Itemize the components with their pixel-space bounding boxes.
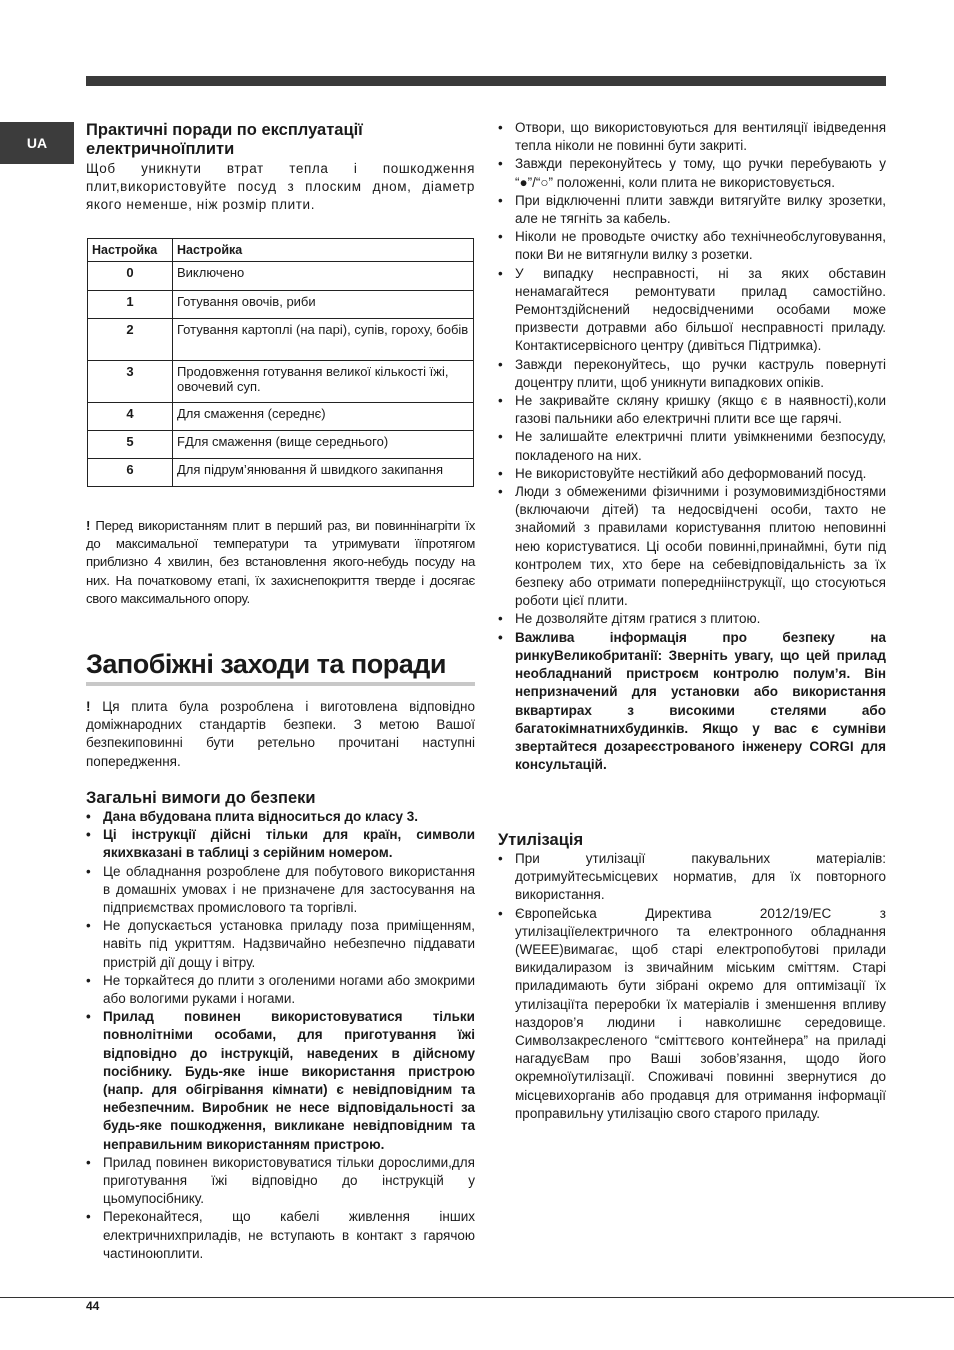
list-item: • Отвори, що використовуються для вентиляції івідведення тепла ніколи не повинні бути закриті. [498,119,886,155]
list-item: • Це обладнання розроблене для побутового використання в домашніх умовах і не призначене для застосування на підприємствах промислового та торгівлі. [86,863,475,918]
table-row [88,291,474,319]
top-rule [86,76,886,86]
setting-number: 6 [88,459,173,487]
safety-intro-text: Ця плита була розроблена і виготовлена відповідно доміжнародних стандартів безпеки. З метою Вашої безпекиповинні бути ретельно прочитані наступні попередження. [86,699,475,769]
setting-number: 1 [88,291,173,319]
safety-title: Запобіжні заходи та поради [86,648,475,686]
list-item: • При утилізації пакувальних матеріалів: дотримуйтесьмісцевих норматив, для їх повторного використання. [498,850,886,905]
table-header-cell: Настройка [88,239,173,262]
list-item: • Ці інструкції дійсні тільки для країн, символи якихвказані в таблиці з серійним номером. [86,826,475,862]
list-item: • Переконайтеся, що кабелі живлення інших електричнихприладів, не вступають в контакт з гарячою частиноюплити. [86,1208,475,1263]
setting-description: Готування овочів, риби [173,291,474,319]
list-item: • Завжди переконуйтесь, що ручки каструль повернуті доцентру плити, щоб уникнути випадкових опіків. [498,356,886,392]
setting-number: 2 [88,319,173,361]
list-item: • Не торкайтеся до плити з оголеними ногами або змокрими або вологими руками і ногами. [86,972,475,1008]
warning-icon: ! [86,518,91,533]
list-item: • Прилад повинен використовуватися тільки дорослими,для приготування їжі відповідно до інструкцій у цьомупосібнику. [86,1154,475,1209]
table-row [88,361,474,403]
table-row [88,431,474,459]
list-item: • У випадку несправності, ні за яких обставин ненамагайтеся ремонтувати прилад самостійно. Ремонтздійснений недосвідченими особами може призвести дотравми або більшої несправності приладу. Контактисервісного центру (дивіться Підтримка). [498,265,886,356]
disposal-list [498,850,886,1123]
setting-description: Продовження готування великої кількості їжі, овочевий суп. [173,361,474,403]
general-safety-list [86,808,475,1263]
table-row [88,319,474,361]
setting-description: Для смаження (середнє) [173,403,474,431]
language-tab: UA [0,122,74,164]
first-use-note-text: Перед використанням плит в перший раз, ви повиннінагріти їх до максимальної температури та утримувати їїпротягом приблизно 4 хвилин, без встановлення якого-небудь посуду на них. На початковому етапі, їх захиснепокриття тверде і досягає свого максимального опору. [86,518,475,606]
first-use-note [86,517,475,608]
list-item: • Не допускається установка приладу поза приміщенням, навіть під укриттям. Надзвичайно небезпечно піддавати пристрій дії дощу і вітру. [86,917,475,972]
list-item: • Ніколи не проводьте очистку або технічнеобслуговування, поки Ви не витягнули вилку з розетки. [498,228,886,264]
setting-description: Виключено [173,262,474,291]
list-item: • Не залишайте електричні плити увімкненими безпосуду, покладеного на них. [498,428,886,464]
warning-icon: ! [86,699,91,714]
general-safety-title: Загальні вимоги до безпеки [86,789,316,807]
list-item: • Не дозволяйте дітям гратися з плитою. [498,610,886,628]
table-header-cell: Настройка [173,239,474,262]
page-number: 44 [86,1299,100,1313]
safety-list-continued [498,119,886,774]
setting-description: Для підрум’янювання й швидкого закипання [173,459,474,487]
list-item: • Дана вбудована плита відноситься до класу 3. [86,808,475,826]
setting-number: 0 [88,262,173,291]
list-item: • Не використовуйте нестійкий або деформований посуд. [498,465,886,483]
list-item: • При відключенні плити завжди витягуйте вилку зрозетки, але не тягніть за кабель. [498,192,886,228]
safety-intro [86,698,475,771]
setting-number: 5 [88,431,173,459]
bottom-rule [0,1297,954,1298]
list-item: • Важлива інформація про безпеку на ринкуВеликобританії: Зверніть увагу, що цей прилад необладнаний пристроєм контролю полум’я. Він непризначений для установки або використання вквартирах з високими стелями або багатокімнатнихбудинків. Якщо у вас є сумніви звертайтеся дозареєстрованого інженеру CORGI для консультацій. [498,629,886,775]
setting-number: 3 [88,361,173,403]
table-row [88,262,474,291]
practical-tips-title: Практичні поради по експлуатації електричноїплити [86,121,363,158]
list-item: • Не закривайте скляну кришку (якщо є в наявності),коли газові пальники або електричні плити все ще гарячі. [498,392,886,428]
table-header-row [88,239,474,262]
settings-table [87,238,474,487]
table-row [88,459,474,487]
setting-number: 4 [88,403,173,431]
table-row [88,403,474,431]
disposal-title: Утилізація [498,831,584,849]
setting-description: FДля смаження (вище середнього) [173,431,474,459]
list-item: • Завжди переконуйтесь у тому, що ручки перебувають у “●”/“○” положенні, коли плита не використовується. [498,155,886,191]
list-item: • Прилад повинен використовуватися тільки повнолітніми особами, для приготування їжі відповідно до інструкцій, наведених в дійсному посібнику. Будь-яке інше використання пристрою (напр. для обігрівання кімнати) є невідповідним та небезпечним. Виробник не несе відповідальності за будь-яке пошкодження, викликане невідповідним та неправильним використанням пристрою. [86,1008,475,1154]
practical-tips-text: Щоб уникнути втрат тепла і пошкодження плит,використовуйте посуд з плоским дном, діаметр якого неменше, ніж розмір плити. [86,161,475,213]
list-item: • Люди з обмеженими фізичними і розумовимиздібностями (включаючи дітей) та недосвідчені особи, тахто не знайомий з правилами користування плитою неповинні нею користуватися. Ці особи повинні,принаймні, бути під контролем тих, хто бере на себевідповідальність за їх безпеку або отримати попередніінструкції, що стосуються роботи цієї плити. [498,483,886,610]
list-item: • Європейська Директива 2012/19/EC з утилізаціїелектричного та електронного обладнання (WEEE)вимагає, щоб старі електропобутові прилади викидалиразом із звичайним міським сміттям. Старі приладимають бути зібрані окремо для оптимізації їх утилізаціїта переробки їх матеріалів і зменшення впливу наздоров’я людини і навколишнє середовище. Символзакресленого “сміттєвого контейнера” на приладі нагадуєВам про Ваші зобов’язання, щодо його окремноїутилізації. Споживачі повинні звернутися до місцевихорганів або продавця для отримання інформації проправильну утилізацію свого старого приладу. [498,905,886,1123]
setting-description: Готування картоплі (на парі), супів, гороху, бобів [173,319,474,361]
